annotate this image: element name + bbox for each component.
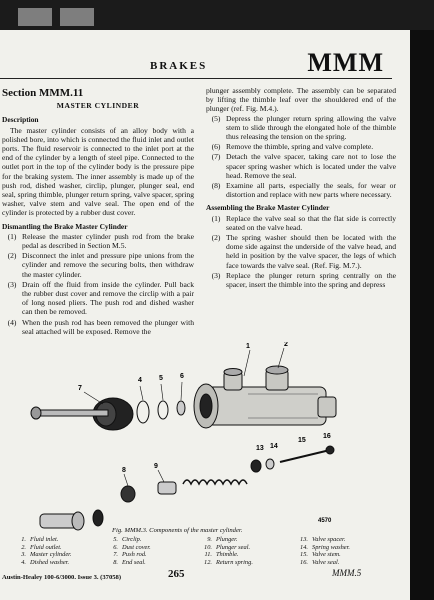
part-label: Spring washer. [312,543,350,551]
step-item [206,152,396,180]
chapter-header: BRAKES [150,60,208,72]
part-entry [106,551,151,559]
binder-tab [18,8,52,26]
step-text: Depress the plunger return spring allowing the valve stem to slide through the elongated hole of the thimble thus releasing the tension on the spring. [226,113,396,142]
part-number: 15. [300,551,308,559]
part-number: 9. [207,536,212,543]
step-text: Drain off the fluid from inside the cylinder. Pull back the rubber dust cover and remove the circlip with a pair of long nosed pliers. The push rod and dished washer can then be removed. [22,279,194,317]
binder-strip [0,0,434,30]
callout-15: 15 [298,437,306,444]
step-item [206,233,396,270]
assembly-steps [206,214,396,290]
callout-6: 6 [180,373,184,380]
part-entry [106,544,151,552]
part-label: Thimble. [216,551,239,559]
part-label: Return spring. [216,558,253,566]
part-entry [14,559,72,567]
part-label: Fluid outlet. [30,543,62,551]
part-entry [200,536,253,544]
part-number: 5. [113,536,118,543]
part-label: Valve stem. [312,551,341,559]
parts-column-2 [106,536,151,566]
dismantling-steps [2,232,194,336]
part-entry [14,544,72,552]
step-number: (3) [211,270,221,280]
part-label: Push rod. [122,551,147,559]
master-cylinder-body [194,366,336,428]
step-number: (6) [211,142,221,152]
manual-page [0,30,410,600]
binder-tab [60,8,94,26]
callout-1: 1 [246,343,250,350]
assembly-heading: Assembling the Brake Master Cylinder [206,203,330,213]
part-entry [106,559,151,567]
part-number: 16. [300,558,308,566]
part-label: Plunger seal. [216,543,251,551]
part-label: Dished washer. [30,558,70,566]
part-number: 6. [113,543,118,551]
step-text: Detach the valve spacer, taking care not to lose the spacer spring washer which is located under the valve head. Remove the seal. [226,152,396,180]
push-rod-assembly [31,398,133,430]
footer-section-ref: MMM.5 [332,568,362,578]
part-number: 7. [113,551,118,559]
step-text: Disconnect the inlet and pressure pipe unions from the cylinder and remove the securing bolts, then withdraw the master cylinder. [22,251,194,279]
step-number: (7) [211,152,221,162]
step-number: (1) [211,213,221,223]
callout-7: 7 [78,385,82,392]
dismantling-steps-cont [206,114,396,200]
part-entry [296,544,350,552]
part-number: 10. [204,543,212,551]
part-label: Circlip. [122,536,142,543]
master-cylinder-exploded-diagram [18,342,348,547]
step-number: (2) [211,233,221,243]
part-number: 4. [21,558,26,566]
callout-16: 16 [323,433,331,440]
parts-column-3 [200,536,253,566]
dismantling-heading: Dismantling the Brake Master Cylinder [2,221,128,231]
description-text: The master cylinder consists of an alloy body with a polished bore, into which is connected the fluid inlet and outlet ports. The fluid reservoir is connected to the inlet port at the end of the cylinder by a length of steel pipe. Connected to the outlet port in the top of the cylinder body is the pressure pipe for the braking system. The inner assembly is made up of the push rod, dished washer, circlip, plunger, plunger seal, end seal, spring thimble, plunger return spring, valve spacer, spring washer, valve stem and valve seal. The open end of the cylinder is protected by a rubber dust cover. [2,125,194,218]
left-column [2,86,194,337]
circlip-part [158,401,168,419]
step-item [206,271,396,289]
dished-washer-part [137,401,149,423]
footer-publication: Austin-Healey 100-6/3000. Issue 3. (37058) [2,574,122,581]
part-entry [106,536,151,544]
step-number: (8) [211,181,221,191]
part-number: 11. [204,551,212,559]
page-edge-shadow [410,30,434,600]
step-number: (1) [7,231,17,241]
step-text: Replace the valve seal so that the flat side is correctly seated on the valve head. [226,213,396,232]
step-number: (3) [7,279,17,289]
step-text: Examine all parts, especially the seals, for wear or distortion and replace with new parts where necessary. [226,181,396,200]
part-label: Valve seal. [312,558,340,566]
part-label: Valve spacer. [312,536,346,543]
callout-8: 8 [122,467,126,474]
part-entry [14,551,72,559]
part-entry [200,559,253,567]
step-item [2,280,194,317]
step-text: Release the master cylinder push rod from the brake pedal as described in Section M.5. [22,231,194,251]
step-item [206,142,396,151]
part-number: 1. [21,536,26,543]
callout-13: 13 [256,445,264,452]
part-label: Dust cover. [122,543,151,551]
page-number: 265 [168,568,185,580]
step-text: Remove the thimble, spring and valve complete. [226,142,374,152]
callout-5: 5 [159,375,163,382]
header-rule [0,78,392,79]
part-number: 8. [113,558,118,566]
thimble-part [158,482,176,494]
washer-part [177,401,185,415]
section-title: Section MMM.11 [2,87,84,99]
figure-ref: 4570 [318,518,332,524]
step-text: The spring washer should then be located with the dome side against the underside of the valve head, and held in position by the valve spacer, the legs of which face towards the valve seal. (Ref. Fig. M.7.). [226,233,396,270]
step-item [2,251,194,279]
part-label: Fluid inlet. [30,536,59,543]
part-label: End seal. [122,558,146,566]
part-entry [200,551,253,559]
plunger-seal-part [121,486,135,502]
mmm-logo: MMM [307,48,384,77]
part-entry [14,536,72,544]
callout-2: 2 [284,342,288,348]
step-number: (5) [211,113,221,123]
step-item [206,181,396,199]
step-text: When the push rod has been removed the plunger with seal attached will be exposed. Remove the [22,317,194,336]
part-number: 2. [21,543,26,551]
description-heading: Description [2,115,39,125]
step-item [2,232,194,250]
figure-caption: Fig. MMM.3. Components of the master cylinder. [112,527,243,534]
right-column [206,86,396,290]
part-entry [200,544,253,552]
callout-9: 9 [154,463,158,470]
part-number: 13. [300,536,308,543]
step-text: Replace the plunger return spring centrally on the spacer, insert the thimble into the spring and depress [226,270,396,290]
return-spring-part [183,480,247,484]
part-entry [296,551,350,559]
step-number: (2) [7,251,17,261]
part-label: Plunger. [216,536,238,543]
step-item [2,318,194,336]
part-number: 3. [21,551,26,559]
part-number: 14. [300,543,308,551]
part-number: 12. [204,558,212,566]
step-number: (4) [7,317,17,327]
part-label: Master cylinder. [30,551,72,559]
step-item [206,114,396,142]
callout-4: 4 [138,377,142,384]
part-entry [296,559,350,567]
plunger-part [40,510,103,530]
parts-column-1 [14,536,72,566]
callout-14: 14 [270,443,278,450]
section-subtitle: MASTER CYLINDER [56,101,140,111]
step-item [206,214,396,232]
part-entry [296,536,350,544]
parts-column-4 [296,536,350,566]
continued-text: plunger assembly complete. The assembly can be separated by lifting the thimble leaf over the shouldered end of the plunger (ref. Fig. M.4.). [206,86,396,114]
